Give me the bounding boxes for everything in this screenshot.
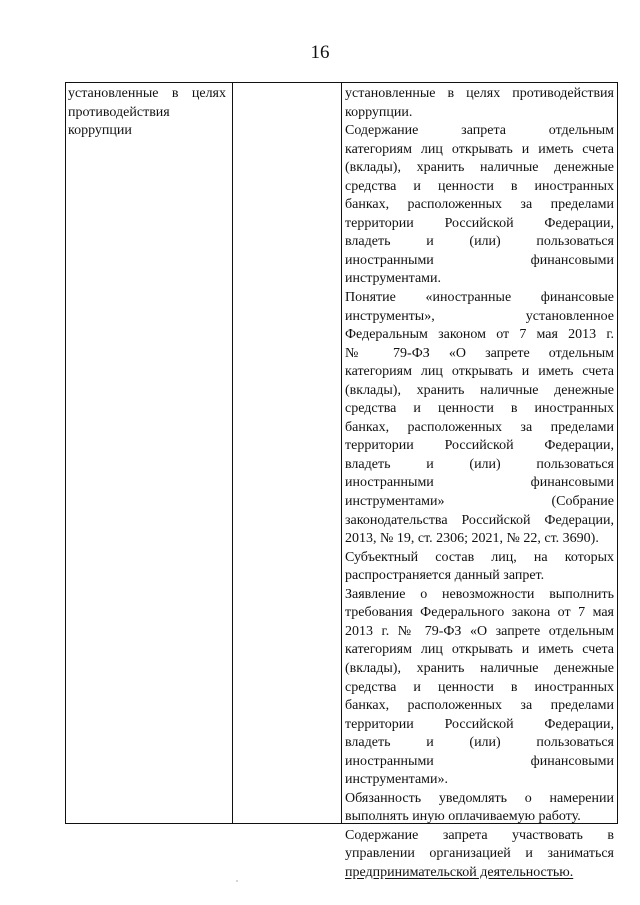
right-cell-line: категориям лиц открывать и иметь счета xyxy=(345,141,614,157)
left-cell-line: установленные в целях xyxy=(68,86,226,101)
right-cell xyxy=(345,85,614,883)
right-cell-line: средства и ценности в иностранных xyxy=(345,178,614,194)
right-cell-line: инструментами. xyxy=(345,271,442,287)
right-cell-line: Содержание запрета участвовать в xyxy=(345,827,614,843)
right-cell-line: Содержание запрета отдельным xyxy=(345,123,614,139)
right-cell-line: Обязанность уведомлять о намерении xyxy=(345,790,614,806)
right-cell-line: законодательства Российской Федерации, xyxy=(345,512,614,528)
right-cell-line: № 79-ФЗ «О запрете отдельным xyxy=(345,345,614,361)
right-cell-line: коррупции. xyxy=(345,104,413,120)
right-cell-line: инструментами» (Собрание xyxy=(345,494,614,510)
right-cell-line: требования Федерального закона от 7 мая xyxy=(345,605,614,621)
right-cell-line: территории Российской Федерации, xyxy=(345,215,614,231)
right-cell-line: инструментами». xyxy=(345,772,449,788)
left-cell-line: противодействия xyxy=(68,104,170,120)
right-cell-line: средства и ценности в иностранных xyxy=(345,679,614,695)
right-cell-line: управлении организацией и заниматься xyxy=(345,846,614,862)
right-cell-line: банках, расположенных за пределами xyxy=(345,698,614,714)
right-cell-line: 2013 г. № 79-ФЗ «О запрете отдельным xyxy=(345,623,614,639)
right-cell-line: Субъектный состав лиц, на которых xyxy=(345,549,614,565)
right-cell-line: банках, расположенных за пределами xyxy=(345,419,614,435)
page-number: 16 xyxy=(310,42,330,63)
right-cell-line: категориям лиц открывать и иметь счета xyxy=(345,642,614,658)
right-cell-line: иностранными финансовыми xyxy=(345,475,614,491)
right-cell-line: владеть и (или) пользоваться xyxy=(345,234,614,250)
right-cell-line: территории Российской Федерации, xyxy=(345,438,614,454)
right-cell-line: банках, расположенных за пределами xyxy=(345,197,614,213)
right-cell-line: (вклады), хранить наличные денежные xyxy=(345,660,614,676)
right-cell-line: инструменты», установленное xyxy=(345,308,614,324)
right-cell-line: владеть и (или) пользоваться xyxy=(345,735,614,751)
document-table xyxy=(65,82,618,880)
right-cell-line: Федеральным законом от 7 мая 2013 г. xyxy=(345,327,614,343)
right-cell-line: Понятие «иностранные финансовые xyxy=(345,290,614,306)
right-cell-line: средства и ценности в иностранных xyxy=(345,401,614,417)
right-cell-line: распространяется данный запрет. xyxy=(345,568,545,584)
right-cell-line: выполнять иную оплачиваемую работу. xyxy=(345,809,581,825)
right-cell-line: территории Российской Федерации, xyxy=(345,716,614,732)
left-cell-line: коррупции xyxy=(68,123,132,139)
column-divider-2 xyxy=(341,83,342,823)
column-divider-1 xyxy=(232,83,233,823)
scan-speck xyxy=(236,880,238,882)
right-cell-line: (вклады), хранить наличные денежные xyxy=(345,382,614,398)
right-cell-line: установленные в целях противодействия xyxy=(345,86,614,101)
right-cell-line: (вклады), хранить наличные денежные xyxy=(345,160,614,176)
right-cell-line: Заявление о невозможности выполнить xyxy=(345,586,614,602)
right-cell-line: иностранными финансовыми xyxy=(345,252,614,268)
right-cell-line: 2013, № 19, ст. 2306; 2021, № 22, ст. 3690). xyxy=(345,531,599,547)
right-cell-line: предпринимательской деятельностью. xyxy=(345,864,574,880)
left-cell xyxy=(68,85,226,141)
right-cell-line: категориям лиц открывать и иметь счета xyxy=(345,364,614,380)
right-cell-line: иностранными финансовыми xyxy=(345,753,614,769)
right-cell-line: владеть и (или) пользоваться xyxy=(345,456,614,472)
